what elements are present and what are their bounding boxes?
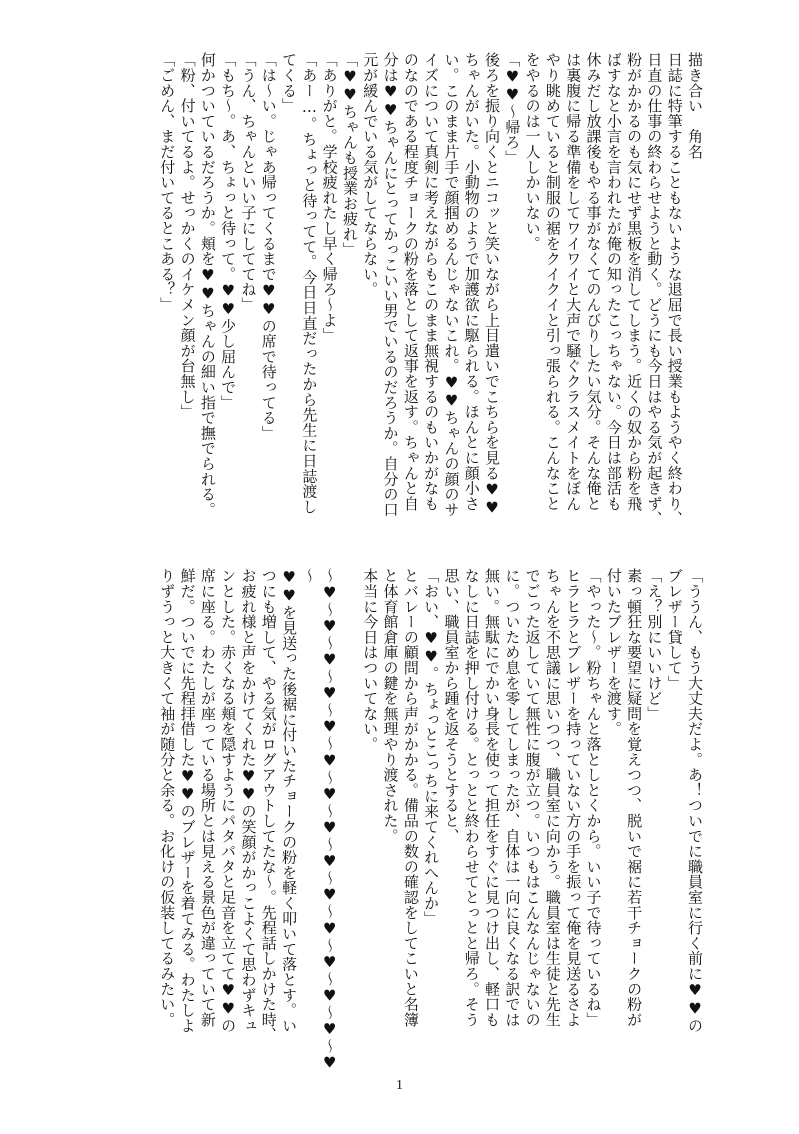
- text-line: ♥♥を見送った後裾に付いたチョークの粉を軽く叩いて落とす。い: [280, 568, 299, 1033]
- text-line: 「ううん、もう大丈夫だよ。あ！ついでに職員室に行く前に♥♥の: [686, 568, 704, 1033]
- text-line: 描き合い 角名: [686, 52, 704, 160]
- text-line: 後ろを振り向くとニコッと笑いながら上目遣いでこちらを見る♥♥: [483, 52, 502, 517]
- text-line: 分は♥♥ちゃんにとってかっこいい男でいるのだろうか。自分の口: [381, 52, 400, 517]
- top-text-block: [95, 52, 705, 527]
- text-line: 「やった〜。粉ちゃんと落としとくから。いい子で待っているね」: [584, 568, 603, 1027]
- text-line: をやるのは一人しかいない。: [523, 52, 542, 251]
- text-line: とバレーの顧問から声がかかる。備品の数の確認をしてこいと名簿: [401, 568, 420, 1027]
- text-line: 素っ頓狂な要望に疑問を覚えつつ、脱いで裾に若干チョークの粉が: [625, 568, 644, 1027]
- text-line: ヒラヒラとブレザーを持っていない方の手を振って俺を見送るさよ: [564, 568, 583, 1027]
- text-line: イズについて真剣に考えながらもこのまま無視するのもいかがなも: [422, 52, 441, 511]
- text-line: のなのである程度チョークの粉を落として返事を返す。ちゃんと自: [401, 52, 420, 511]
- text-line: 「ごめん、まだ付いてるとこある？」: [158, 52, 177, 313]
- text-line: 付いたブレザーを渡す。: [604, 568, 623, 737]
- text-line: ちゃんがいた。小動物のようで加護欲に駆られる。ほんとに顔小さ: [462, 52, 481, 511]
- text-line: やり眺めていると制服の裾をクイクイと引っ張られる。こんなこと: [543, 52, 562, 511]
- text-line: お疲れ様と声をかけてくれた♥♥の笑顔がかっこよくて思わずキュ: [239, 568, 258, 1033]
- text-line: 無い。無駄にでかい身長を使って担任をすぐに見つけ出し、軽口も: [483, 568, 502, 1027]
- text-line: 「うん、ちゃんといい子にしててね」: [239, 52, 258, 313]
- text-line: に。ついため息を零してしまったが、自体は一向に良くなる訳では: [503, 568, 522, 1027]
- text-line: 「粉、付いてるよ。せっかくのイケメン顔が台無し」: [178, 52, 197, 420]
- text-line: 元が緩んでいる気がしてならない。: [361, 52, 380, 297]
- text-line: 「♥♥〜帰ろ」: [503, 52, 522, 166]
- text-line: 「ありがと。学校疲れたし早く帰ろ〜よ」: [320, 52, 339, 343]
- text-line: 粉がかかるのも気にせず黒板を消してしまう。近くの奴から粉を飛: [625, 52, 644, 511]
- text-line: 〜♥〜♥〜♥〜♥〜♥〜♥〜♥〜♥〜♥〜♥〜♥〜♥〜♥〜♥〜♥: [320, 568, 339, 1072]
- text-line: 「おい、♥♥。ちょっとこっちに来てくれへんか」: [422, 568, 441, 926]
- text-line: 席に座る。わたしが座っている場所とは見える景色が違っていて新: [198, 568, 217, 1027]
- text-line: りずうっと大きくて袖が随分と余る。お化けの仮装してるみたい。: [158, 568, 177, 1027]
- text-line: い。このまま片手で顔掴めるんじゃないこれ。♥♥ちゃんの顔のサ: [442, 52, 461, 517]
- text-line: なしに日誌を押し付ける。とっとと終わらせてとっとと帰ろ。そう: [462, 568, 481, 1027]
- text-line: と体育館倉庫の鍵を無理やり渡された。: [381, 568, 400, 844]
- text-line: 日誌に特筆することもないような退屈で長い授業もようやく終わり、: [665, 52, 684, 527]
- text-line: 休みだし放課後もやる事がなくてのんびりしたい気分。そんな俺と: [584, 52, 603, 511]
- text-line: でごった返していて無性に腹が立つ。いつもはこんなんじゃないの: [523, 568, 542, 1027]
- text-line: ちゃんを不思議に思いつつ、職員室に向かう。職員室は生徒と先生: [543, 568, 562, 1027]
- text-line: 日直の仕事の終わらせようと動く。どうにも今日はやる気が起きず、: [645, 52, 664, 527]
- text-line: ばすなと小言を言われたが俺の知ったこっちゃない。今日は部活も: [604, 52, 623, 511]
- text-line: 「あー…。ちょっと待ってて。今日日直だったから先生に日誌渡し: [300, 52, 319, 514]
- text-line: 「は〜い。じゃあ帰ってくるまで♥♥の席で待ってる」: [259, 52, 278, 441]
- text-line: 本当に今日はついてない。: [361, 568, 380, 752]
- text-line: 思い、職員室から踵を返そうとすると、: [442, 568, 461, 844]
- text-line: 何かついているだろうか。頬を♥♥ちゃんの細い指で撫でられる。: [198, 52, 217, 517]
- text-line: 「もち〜。あ、ちょっと待って。♥♥少し屈んで」: [219, 52, 238, 410]
- text-line: 「♥♥ちゃんも授業お疲れ」: [340, 52, 359, 257]
- text-line: 「え？別にいいけど」: [645, 568, 664, 721]
- text-line: ブレザー貸して」: [665, 568, 684, 691]
- text-line: つにも増して、やる気がログアウトしてたな〜。先程話しかけた時、: [259, 568, 278, 1043]
- text-line: は裏腹に帰る準備をしてワイワイと大声で騒ぐクラスメイトをぼん: [564, 52, 583, 511]
- text-line: 鮮だ。ついでに先程拝借した♥♥のブレザーを着てみる。わたしよ: [178, 568, 197, 1033]
- bottom-text-block: [95, 568, 705, 1072]
- text-line: ンとした。赤くなる頬を隠すようにパタパタと足音を立てて♥♥の: [219, 568, 238, 1033]
- page-number: 1: [396, 1078, 403, 1093]
- text-line: [340, 568, 360, 1038]
- text-line: 〜: [300, 568, 319, 584]
- text-line: てくる」: [280, 52, 299, 114]
